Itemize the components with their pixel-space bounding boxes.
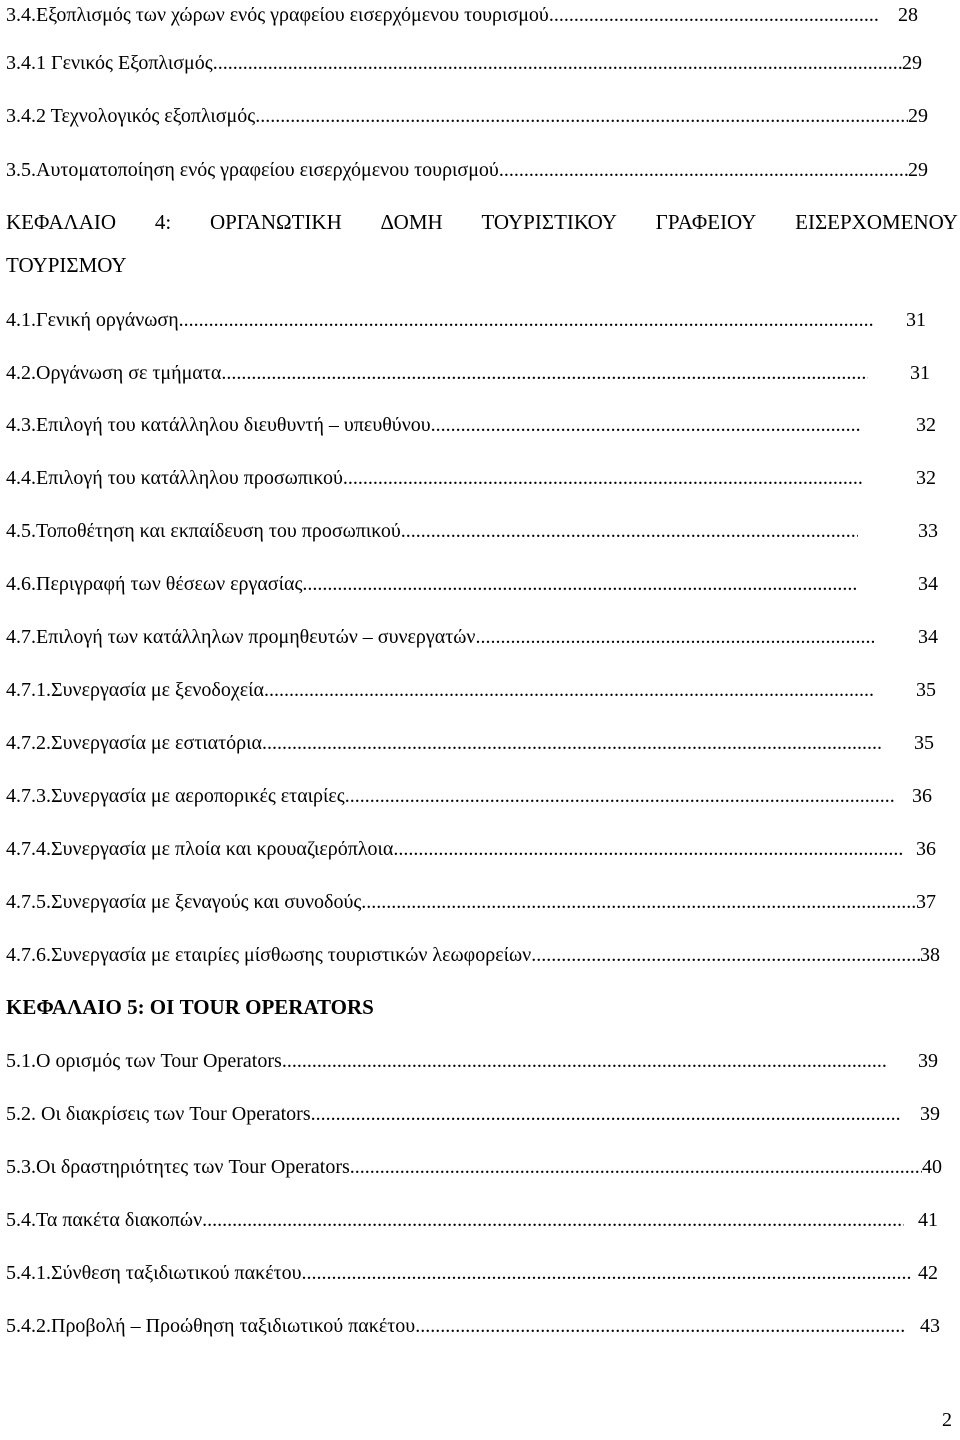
toc-entry[interactable] xyxy=(6,0,918,30)
toc-entry-title: 5.3.Οι δραστηριότητες των Tour Operators xyxy=(6,1156,350,1178)
toc-entry[interactable] xyxy=(6,675,936,705)
toc-entry[interactable] xyxy=(6,1258,938,1288)
toc-entry[interactable] xyxy=(6,1205,938,1235)
toc-leader-dots xyxy=(213,48,902,78)
toc-entry[interactable] xyxy=(6,48,922,78)
toc-entry-title: 5.4.2.Προβολή – Προώθηση ταξιδιωτικού πακέτου xyxy=(6,1315,416,1337)
toc-leader-dots xyxy=(393,834,902,864)
toc-leader-dots xyxy=(401,516,858,546)
toc-entry-page: 32 xyxy=(916,414,936,436)
toc-entry-page: 42 xyxy=(918,1262,938,1284)
toc-entry-page: 32 xyxy=(916,467,936,489)
toc-entry[interactable] xyxy=(6,1152,942,1182)
chapter-5-heading[interactable]: ΚΕΦΑΛΑΙΟ 5: ΟΙ TOUR OPERATORS xyxy=(6,995,374,1019)
toc-entry-page: 29 xyxy=(908,159,928,181)
toc-entry-page: 37 xyxy=(916,891,936,913)
toc-entry-title: 3.4.2 Τεχνολογικός εξοπλισμός xyxy=(6,105,256,127)
toc-entry[interactable] xyxy=(6,781,932,811)
toc-entry-page: 41 xyxy=(918,1209,938,1231)
toc-entry[interactable] xyxy=(6,358,930,388)
toc-entry-page: 29 xyxy=(908,105,928,127)
toc-leader-dots xyxy=(302,569,856,599)
toc-entry-title: 4.7.Επιλογή των κατάλληλων προμηθευτών – συνεργατών xyxy=(6,626,476,648)
toc-leader-dots xyxy=(343,463,862,493)
toc-entry-title: 4.7.3.Συνεργασία με αεροπορικές εταιρίες xyxy=(6,785,345,807)
chapter-4-heading-word: 4: xyxy=(154,210,172,234)
toc-entry[interactable] xyxy=(6,155,928,185)
toc-entry[interactable] xyxy=(6,728,934,758)
toc-leader-dots xyxy=(302,1258,912,1288)
toc-entry-page: 40 xyxy=(922,1156,942,1178)
toc-entry-title: 4.7.5.Συνεργασία με ξεναγούς και συνοδούς xyxy=(6,891,362,913)
toc-entry-page: 33 xyxy=(918,520,938,542)
toc-entry-title: 4.6.Περιγραφή των θέσεων εργασίας xyxy=(6,573,303,595)
chapter-4-heading-line-2: ΤΟΥΡΙΣΜΟΥ xyxy=(6,253,127,277)
toc-entry-title: 4.7.6.Συνεργασία με εταιρίες μίσθωσης τουριστικών λεωφορείων xyxy=(6,944,532,966)
toc-leader-dots xyxy=(262,728,882,758)
toc-entry-title: 4.7.2.Συνεργασία με εστιατόρια xyxy=(6,732,262,754)
toc-entry-page: 29 xyxy=(902,52,922,74)
toc-entry[interactable] xyxy=(6,887,936,917)
chapter-4-heading-word: ΓΡΑΦΕΙΟΥ xyxy=(655,210,757,234)
toc-entry[interactable] xyxy=(6,305,926,335)
toc-entry[interactable] xyxy=(6,940,940,970)
toc-leader-dots xyxy=(221,358,868,388)
toc-entry[interactable] xyxy=(6,1099,940,1129)
toc-entry-title: 4.7.4.Συνεργασία με πλοία και κρουαζιερόπλοια xyxy=(6,838,394,860)
toc-leader-dots xyxy=(531,940,920,970)
toc-entry-title: 5.2. Οι διακρίσεις των Tour Operators xyxy=(6,1103,311,1125)
chapter-4-heading-word: ΤΟΥΡΙΣΤΙΚΟΥ xyxy=(481,210,617,234)
toc-entry-title: 4.7.1.Συνεργασία με ξενοδοχεία xyxy=(6,679,264,701)
chapter-4-heading-word: ΚΕΦΑΛΑΙΟ xyxy=(6,210,117,234)
toc-leader-dots xyxy=(415,1311,904,1341)
toc-entry-title: 3.5.Αυτοματοποίηση ενός γραφείου εισερχόμενου τουρισμού xyxy=(6,159,499,181)
chapter-4-heading-word: ΟΡΓΑΝΩΤΙΚΗ xyxy=(209,210,342,234)
toc-entry-page: 38 xyxy=(920,944,940,966)
toc-leader-dots xyxy=(311,1099,900,1129)
toc-entry[interactable] xyxy=(6,463,936,493)
toc-entry-title: 4.4.Επιλογή του κατάλληλου προσωπικού xyxy=(6,467,343,489)
toc-leader-dots xyxy=(255,101,908,131)
toc-entry[interactable] xyxy=(6,1046,938,1076)
chapter-4-heading[interactable] xyxy=(6,207,958,237)
toc-entry[interactable] xyxy=(6,101,928,131)
chapter-4-heading-word: ΔΟΜΗ xyxy=(380,210,443,234)
toc-entry-page: 31 xyxy=(910,362,930,384)
toc-entry-title: 5.4.Τα πακέτα διακοπών xyxy=(6,1209,203,1231)
toc-leader-dots xyxy=(431,410,862,440)
toc-entry-title: 4.1.Γενική οργάνωση xyxy=(6,309,179,331)
toc-entry[interactable] xyxy=(6,410,936,440)
page-number: 2 xyxy=(942,1409,952,1431)
toc-leader-dots xyxy=(350,1152,922,1182)
toc-leader-dots xyxy=(549,0,880,30)
toc-entry-title: 3.4.1 Γενικός Εξοπλισμός xyxy=(6,52,213,74)
toc-leader-dots xyxy=(499,155,908,185)
toc-entry-page: 35 xyxy=(916,679,936,701)
toc-entry[interactable] xyxy=(6,1311,940,1341)
toc-leader-dots xyxy=(202,1205,904,1235)
toc-entry-page: 36 xyxy=(912,785,932,807)
toc-entry-title: 4.3.Επιλογή του κατάλληλου διευθυντή – υπευθύνου xyxy=(6,414,431,436)
toc-entry-page: 28 xyxy=(898,4,918,26)
toc-entry-title: 4.5.Τοποθέτηση και εκπαίδευση του προσωπικού xyxy=(6,520,401,542)
toc-entry-title: 4.2.Οργάνωση σε τμήματα xyxy=(6,362,222,384)
toc-leader-dots xyxy=(475,622,874,652)
toc-entry-page: 39 xyxy=(918,1050,938,1072)
toc-leader-dots xyxy=(264,675,874,705)
toc-entry-page: 43 xyxy=(920,1315,940,1337)
toc-entry[interactable] xyxy=(6,622,938,652)
toc-leader-dots xyxy=(361,887,916,917)
toc-entry-title: 5.4.1.Σύνθεση ταξιδιωτικού πακέτου xyxy=(6,1262,302,1284)
toc-leader-dots xyxy=(345,781,894,811)
toc-entry-page: 34 xyxy=(918,573,938,595)
toc-entry[interactable] xyxy=(6,834,936,864)
toc-entry-title: 5.1.Ο ορισμός των Tour Operators xyxy=(6,1050,282,1072)
chapter-4-heading-word: ΕΙΣΕΡΧΟΜΕΝΟΥ xyxy=(795,210,958,234)
toc-entry-page: 31 xyxy=(906,309,926,331)
toc-entry-title: 3.4.Εξοπλισμός των χώρων ενός γραφείου εισερχόμενου τουρισμού xyxy=(6,4,549,26)
toc-entry[interactable] xyxy=(6,569,938,599)
toc-entry-page: 39 xyxy=(920,1103,940,1125)
toc-entry[interactable] xyxy=(6,516,938,546)
toc-entry-page: 34 xyxy=(918,626,938,648)
toc-entry-page: 35 xyxy=(914,732,934,754)
toc-leader-dots xyxy=(179,305,874,335)
toc-leader-dots xyxy=(282,1046,886,1076)
toc-entry-page: 36 xyxy=(916,838,936,860)
